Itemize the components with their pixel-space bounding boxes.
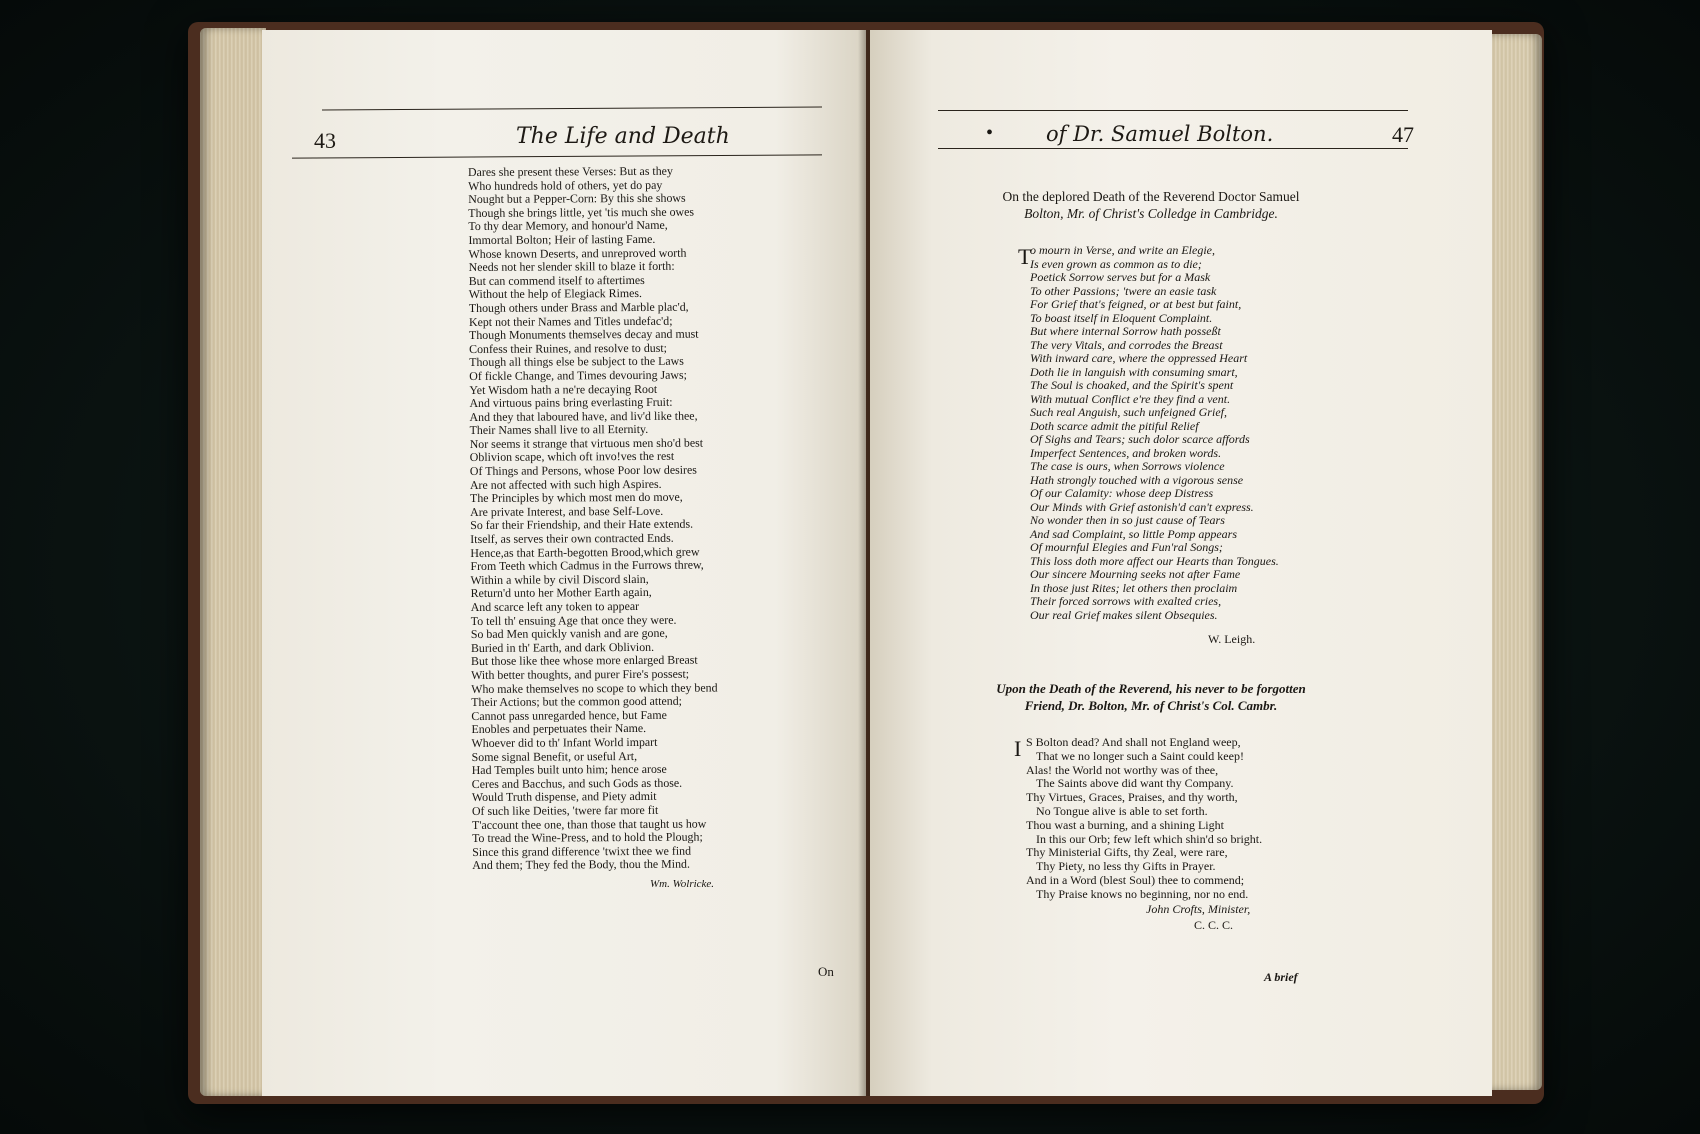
poem-line: To thy dear Memory, and honour'd Name, xyxy=(468,218,668,234)
poem-line: Nought but a Pepper-Corn: By this she shows xyxy=(468,190,686,207)
poem-line: Whose known Deserts, and unreproved worth xyxy=(468,245,687,261)
poem-line: To boast itself in Eloquent Complaint. xyxy=(1030,310,1213,325)
poem-line: And in a Word (blest Soul) thee to commend; xyxy=(1026,872,1245,887)
poem-line: Return'd unto her Mother Earth again, xyxy=(470,585,652,601)
poem-line: But can commend itself to aftertimes xyxy=(468,272,645,288)
poem-line: Though all things else be subject to the Laws xyxy=(469,353,684,370)
poem-line: And sad Complaint, so little Pomp appears xyxy=(1030,526,1237,541)
poem-line: With better thoughts, and purer Fire's possest; xyxy=(471,666,690,682)
head-rule-top xyxy=(322,106,822,110)
head-rule-bottom xyxy=(292,154,822,158)
poem-line: Needs not her slender skill to blaze it forth: xyxy=(468,258,675,275)
poem-line: Their Names shall live to all Eternity. xyxy=(469,422,649,438)
poem-line: Some signal Benefit, or useful Art, xyxy=(471,748,638,764)
poem-line: To tread the Wine-Press, and to hold the Plough; xyxy=(472,829,703,846)
poem-line: Their forced sorrows with exalted cries, xyxy=(1030,594,1222,608)
poem-line: Imperfect Sentences, and broken words. xyxy=(1030,445,1222,460)
left-poem xyxy=(468,164,719,872)
poem-line: T'account thee one, than those that taught us how xyxy=(471,816,707,832)
poem-line: Of Sighs and Tears; such dolor scarce affords xyxy=(1030,432,1250,446)
poem-line: No wonder then in so just cause of Tears xyxy=(1030,513,1225,527)
elegy2-title-line2: Friend, Dr. Bolton, Mr. of Christ's Col. Cambr. xyxy=(1024,698,1278,713)
poem-line: Doth lie in languish with consuming smart, xyxy=(1030,364,1238,379)
poem-line: And scarce left any token to appear xyxy=(470,598,640,614)
poem-line: Who make themselves no scope to which they bend xyxy=(471,680,718,696)
poem-line: Doth scarce admit the pitiful Relief xyxy=(1030,418,1199,433)
poem-line: Though Monuments themselves decay and must xyxy=(468,326,699,343)
poem-line: Alas! the World not worthy was of thee, xyxy=(1026,762,1219,777)
poem-line: Thy Virtues, Graces, Praises, and thy worth, xyxy=(1026,790,1238,805)
poem-line: Ceres and Bacchus, and such Gods as those. xyxy=(471,775,683,791)
elegy1-title xyxy=(976,188,1326,222)
elegy2-title-line1: Upon the Death of the Reverend, his never to be forgotten xyxy=(996,681,1306,696)
poem-line: Who hundreds hold of others, yet do pay xyxy=(468,177,663,193)
poem-line: Dares she present these Verses: But as they xyxy=(467,163,673,179)
poem-line: o mourn in Verse, and write an Elegie, xyxy=(1030,243,1215,257)
page-edges-right xyxy=(1492,34,1542,1090)
poem-line: Though others under Brass and Marble plac'd, xyxy=(468,299,689,315)
left-catchword: On xyxy=(818,964,834,979)
poem-line: Since this grand difference 'twixt thee we find xyxy=(472,843,692,859)
running-head-left: The Life and Death xyxy=(516,124,730,149)
poem-line: No Tongue alive is able to set forth. xyxy=(1036,803,1208,818)
poem-line: That we no longer such a Saint could keep! xyxy=(1036,748,1244,763)
head-rule-bottom-right xyxy=(938,148,1408,149)
poem-line: Are private Interest, and base Self-Love. xyxy=(470,503,664,519)
poem-line: From Teeth which Cadmus in the Furrows threw, xyxy=(470,557,704,574)
left-page xyxy=(262,30,866,1096)
poem-line: Of fickle Change, and Times devouring Jaws; xyxy=(469,367,687,383)
poem-line: Of our Calamity: whose deep Distress xyxy=(1030,486,1214,500)
poem-line: Of such like Deities, 'twere far more fit xyxy=(471,802,659,818)
poem-line: Itself, as serves their own contracted Ends. xyxy=(470,530,674,547)
poem-line: Our sincere Mourning seeks not after Fame xyxy=(1030,567,1241,581)
poem-line: Cannot pass unregarded hence, but Fame xyxy=(471,707,667,723)
poem-line: Within a while by civil Discord slain, xyxy=(470,571,649,587)
running-head-right: of Dr. Samuel Bolton. xyxy=(1046,122,1274,146)
poem-line: Is even grown as common as to die; xyxy=(1030,256,1202,271)
poem-line: Thy Praise knows no beginning, nor no end. xyxy=(1036,886,1249,901)
elegy2-poem xyxy=(1026,736,1262,902)
elegy2-signature-line2: C. C. C. xyxy=(1194,918,1234,932)
poem-line: With mutual Conflict e're they find a vent. xyxy=(1030,391,1231,406)
poem-line: Kept not their Names and Titles undefac'd; xyxy=(468,313,673,329)
poem-line: Enobles and perpetuates their Name. xyxy=(471,721,647,737)
poem-line: In this our Orb; few left which shin'd so bright. xyxy=(1036,831,1263,846)
poem-line: Our Minds with Grief astonish'd can't express. xyxy=(1030,499,1254,514)
poem-line: With inward care, where the oppressed Heart xyxy=(1030,351,1248,365)
poem-line: The case is ours, when Sorrows violence xyxy=(1030,459,1225,473)
elegy2-signature-line1: John Crofts, Minister, xyxy=(1146,902,1251,916)
poem-line: Of Things and Persons, whose Poor low desires xyxy=(469,462,697,479)
poem-line: Though she brings little, yet 'tis much she owes xyxy=(468,204,695,220)
poem-line: Buried in th' Earth, and dark Oblivion. xyxy=(470,639,655,655)
poem-line: Immortal Bolton; Heir of lasting Fame. xyxy=(468,231,656,247)
poem-line: Oblivion scape, which oft invo!ves the rest xyxy=(469,449,675,465)
poem-line: Whoever did to th' Infant World impart xyxy=(471,734,658,750)
poem-line: Hath strongly touched with a vigorous sense xyxy=(1030,472,1244,487)
poem-line: Of mournful Elegies and Fun'ral Songs; xyxy=(1030,540,1223,554)
poem-line: So far their Friendship, and their Hate extends. xyxy=(470,517,694,533)
poem-line: So bad Men quickly vanish and are gone, xyxy=(470,625,668,642)
head-rule-top-right xyxy=(938,110,1408,111)
poem-line: To tell th' ensuing Age that once they were. xyxy=(470,612,677,628)
poem-line: Our real Grief makes silent Obsequies. xyxy=(1030,607,1218,622)
poem-line: And they that laboured have, and liv'd like thee, xyxy=(469,408,698,424)
poem-line: This loss doth more affect our Hearts than Tongues. xyxy=(1030,553,1279,568)
elegy1-poem xyxy=(1030,244,1279,622)
right-catchword: A brief xyxy=(1264,970,1298,984)
poem-line: And virtuous pains bring everlasting Fruit: xyxy=(469,394,673,411)
poem-line: Their Actions; but the common good attend; xyxy=(471,693,683,710)
poem-line: For Grief that's feigned, or at best but faint, xyxy=(1030,297,1242,311)
page-edges-left xyxy=(200,28,266,1096)
elegy1-title-line1: On the deplored Death of the Reverend Doctor Samuel xyxy=(1002,189,1300,204)
elegy2-title xyxy=(976,680,1326,714)
right-page xyxy=(870,30,1492,1096)
poem-line: Without the help of Elegiack Rimes. xyxy=(468,286,643,302)
poem-line: S Bolton dead? And shall not England weep, xyxy=(1026,735,1241,749)
poem-line: Would Truth dispense, and Piety admit xyxy=(471,789,657,805)
head-ornament: • xyxy=(986,122,994,144)
poem-line: Thy Piety, no less thy Gifts in Prayer. xyxy=(1036,859,1216,874)
poem-line: Are not affected with such high Aspires. xyxy=(469,476,662,492)
left-signature: Wm. Wolricke. xyxy=(650,878,715,890)
poem-line: Had Temples built unto him; hence arose xyxy=(471,761,667,778)
page-number-left: 43 xyxy=(314,128,336,153)
poem-line: In those just Rites; let others then proclaim xyxy=(1030,580,1238,595)
poem-line: And them; They fed the Body, thou the Mind. xyxy=(472,856,690,873)
poem-line: Confess their Ruines, and resolve to dust; xyxy=(469,340,667,356)
poem-line: But where internal Sorrow hath posseßt xyxy=(1030,324,1221,338)
poem-line: To other Passions; 'twere an easie task xyxy=(1030,283,1217,298)
page-number-right: 47 xyxy=(1392,122,1414,147)
poem-line: Poetick Sorrow serves but for a Mask xyxy=(1030,270,1211,284)
poem-line: Hence,as that Earth-begotten Brood,which grew xyxy=(470,544,700,560)
poem-line: Yet Wisdom hath a ne're decaying Root xyxy=(469,381,658,397)
poem-line: Such real Anguish, such unfeigned Grief, xyxy=(1030,405,1227,419)
poem-line: The Soul is choaked, and the Spirit's spent xyxy=(1030,378,1234,392)
poem-line: The very Vitals, and corrodes the Breast xyxy=(1030,337,1223,352)
poem-line: Nor seems it strange that virtuous men sho'd best xyxy=(469,435,704,451)
poem-line: The Saints above did want thy Company. xyxy=(1036,776,1234,791)
elegy1-signature: W. Leigh. xyxy=(1208,632,1256,646)
poem-line: The Principles by which most men do move, xyxy=(469,489,683,506)
elegy1-title-line2: Bolton, Mr. of Christ's Colledge in Cambridge. xyxy=(1024,206,1278,221)
poem-line: Thou wast a burning, and a shining Light xyxy=(1026,817,1224,832)
elegy1-drop-cap: T xyxy=(1018,244,1032,269)
poem-line: Thy Ministerial Gifts, thy Zeal, were rare, xyxy=(1026,845,1228,860)
elegy2-drop-cap: I xyxy=(1014,736,1022,761)
poem-line: But those like thee whose more enlarged Breast xyxy=(470,652,698,669)
